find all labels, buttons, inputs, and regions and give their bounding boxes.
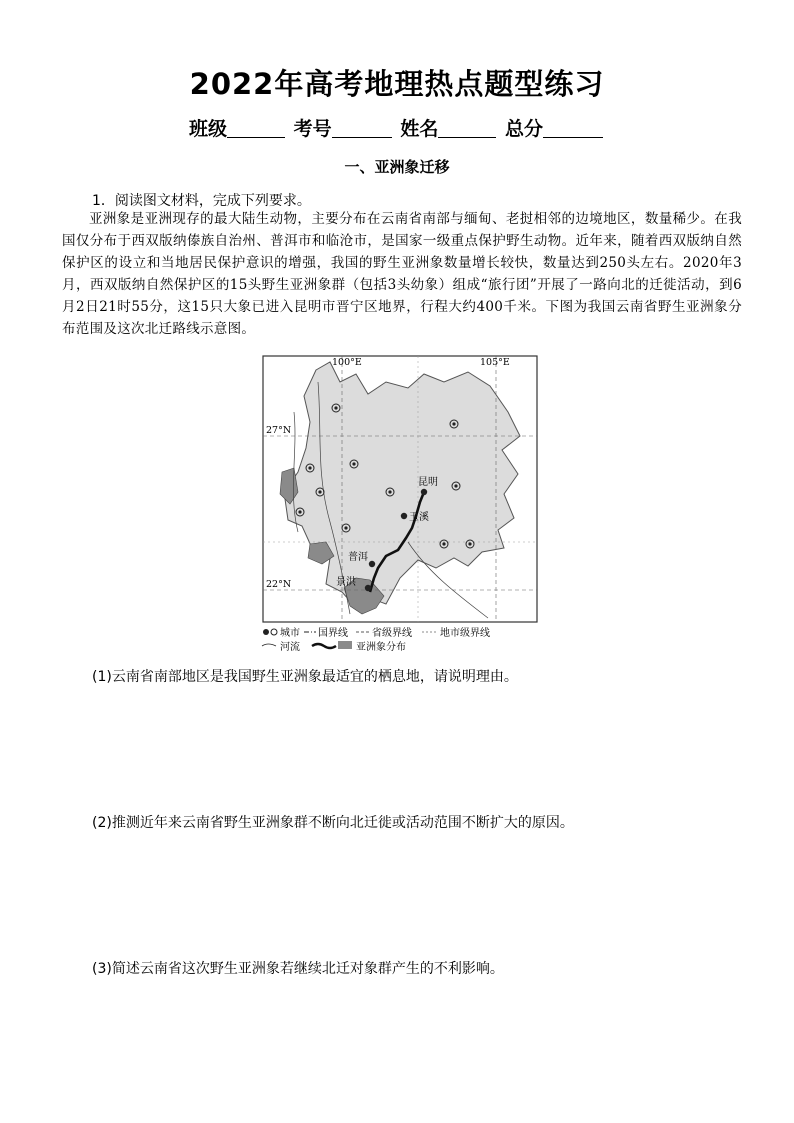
section-title: 一、亚洲象迁移 xyxy=(344,158,450,176)
legend-range-label: 亚洲象分布 xyxy=(356,642,406,652)
legend-route-line xyxy=(312,644,336,648)
total-score-label: 总分 xyxy=(504,118,543,140)
lat-label-27N: 27°N xyxy=(266,425,292,436)
city-label-kunming: 昆明 xyxy=(418,477,438,488)
lon-label-100E: 100°E xyxy=(332,357,362,368)
legend-prefecture-label: 地市级界线 xyxy=(440,628,490,639)
city-marker xyxy=(365,585,371,591)
question-intro: 1．阅读图文材料，完成下列要求。 xyxy=(92,193,311,209)
legend-city-label: 城市 xyxy=(280,628,300,639)
legend-city-dot xyxy=(263,629,269,635)
city-marker xyxy=(401,513,407,519)
name-blank[interactable] xyxy=(438,119,496,138)
city-marker xyxy=(369,561,375,567)
legend-provincial-label: 省级界线 xyxy=(372,628,412,639)
city-label-puer: 普洱 xyxy=(348,552,368,563)
class-label: 班级 xyxy=(189,118,228,140)
map-legend xyxy=(262,626,490,652)
legend-river-line xyxy=(262,644,276,646)
total-score-blank[interactable] xyxy=(543,119,603,138)
class-blank[interactable] xyxy=(227,119,285,138)
page-title: 2022年高考地理热点题型练习 xyxy=(189,67,605,101)
sub-question-3: (3)简述云南省这次野生亚洲象若继续北迁对象群产生的不利影响。 xyxy=(92,961,504,977)
sub-question-1: (1)云南省南部地区是我国野生亚洲象最适宜的栖息地，请说明理由。 xyxy=(92,669,518,685)
yunnan-elephant-map xyxy=(258,352,542,652)
student-info-line xyxy=(0,114,794,141)
legend-range-swatch xyxy=(338,641,352,649)
name-label: 姓名 xyxy=(400,118,439,140)
legend-city-ring xyxy=(271,629,277,635)
city-marker xyxy=(421,489,427,495)
exam-number-label: 考号 xyxy=(293,118,332,140)
sub-question-2: (2)推测近年来云南省野生亚洲象群不断向北迁徙或活动范围不断扩大的原因。 xyxy=(92,815,574,831)
lat-label-22N: 22°N xyxy=(266,579,292,590)
city-label-yuxi: 玉溪 xyxy=(409,512,429,523)
lon-label-105E: 105°E xyxy=(480,357,510,368)
exam-number-blank[interactable] xyxy=(332,119,392,138)
reading-passage: 亚洲象是亚洲现存的最大陆生动物，主要分布在云南省南部与缅甸、老挝相邻的边境地区，数量稀少。在我国仅分布于西双版纳傣族自治州、普洱市和临沧市，是国家一级重点保护野生动物。近年来，随着西双版纳自然保护区的设立和当地居民保护意识的增强，我国的野生亚洲象数量增长较快，数量达到250头左右。2020年3月，西双版纳自然保护区的15头野生亚洲象群（包括3头幼象）组成“旅行团”开展了一路向北的迁徙活动，到6月2日21时55分，这15只大象已进入昆明市晋宁区地界，行程大约400千米。下图为我国云南省野生亚洲象分布范围及这次北迁路线示意图。 xyxy=(62,211,742,337)
legend-national-label: 国界线 xyxy=(318,628,348,639)
city-label-jinghong: 景洪 xyxy=(336,577,356,588)
legend-river-label: 河流 xyxy=(280,642,300,652)
